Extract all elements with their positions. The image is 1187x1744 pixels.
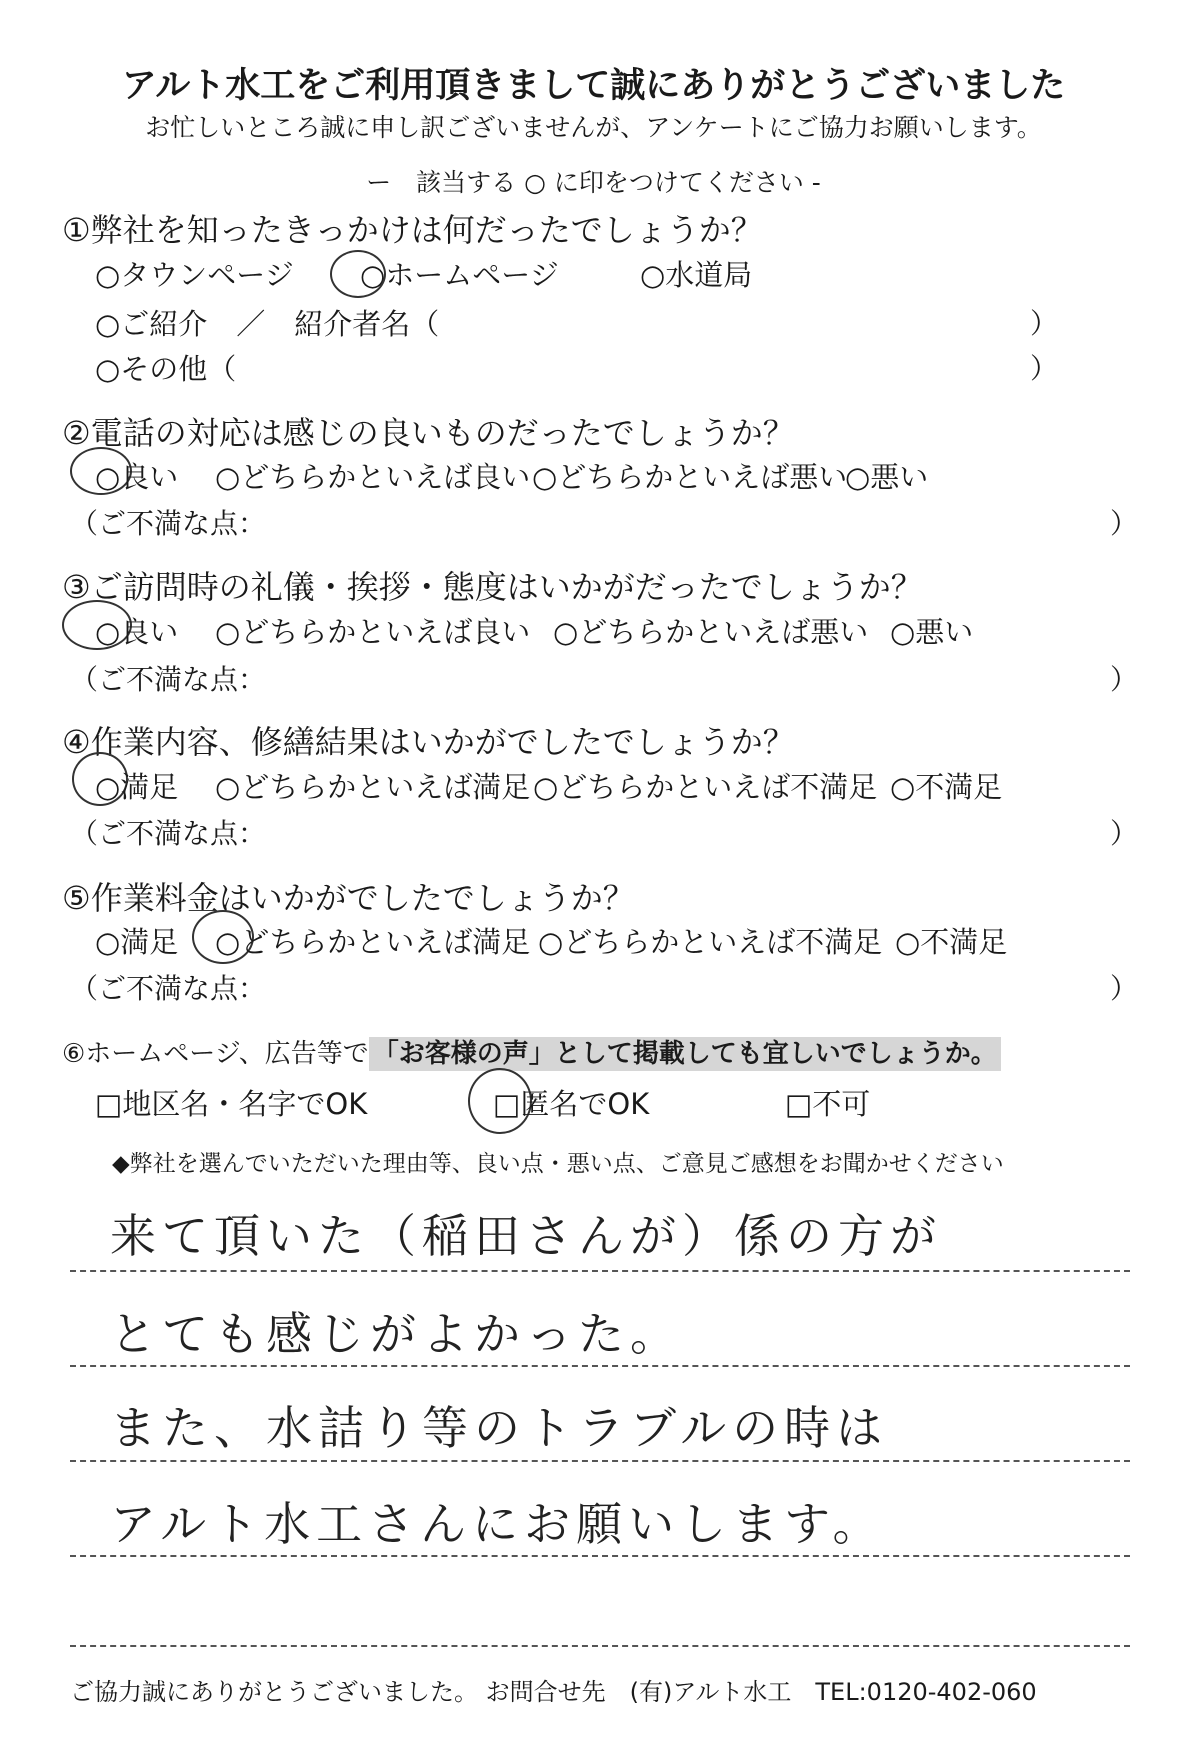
q4-question: ④作業内容、修繕結果はいかがでしたでしょうか？ bbox=[62, 723, 795, 761]
comment-line-3: また、水詰り等のトラブルの時は bbox=[110, 1401, 889, 1455]
q6-option-not-allowed[interactable]: □不可 bbox=[785, 1087, 871, 1121]
comments-prompt: ◆弊社を選んでいただいた理由等、良い点・悪い点、ご意見ご感想をお聞かせください bbox=[112, 1151, 1004, 1177]
q5-option-dissatisfied[interactable]: ○不満足 bbox=[895, 925, 1008, 959]
q5-question: ⑤作業料金はいかがでしたでしょうか？ bbox=[62, 879, 635, 917]
q1-option-homepage[interactable]: ○ホームページ bbox=[360, 258, 559, 292]
q2-complaint-close: ） bbox=[1110, 507, 1139, 540]
q2-option-somewhat-good[interactable]: ○どちらかといえば良い bbox=[215, 460, 531, 494]
q4-complaint-label: （ご不満な点： bbox=[70, 817, 267, 850]
q1-question: ①弊社を知ったきっかけは何だったでしょうか？ bbox=[62, 211, 763, 249]
q5-option-satisfied[interactable]: ○満足 bbox=[95, 925, 179, 959]
q3-option-bad[interactable]: ○悪い bbox=[890, 615, 974, 649]
instruction-text: ー 該当する ○ に印をつけてください - bbox=[366, 168, 821, 197]
q6-option-name-ok[interactable]: □地区名・名字でOK bbox=[95, 1087, 368, 1121]
q2-complaint-label: （ご不満な点： bbox=[70, 507, 267, 540]
comment-line-1: 来て頂いた（稲田さんが）係の方が bbox=[110, 1209, 942, 1263]
comment-rule-3 bbox=[70, 1460, 1130, 1462]
q2-option-somewhat-bad[interactable]: ○どちらかといえば悪い bbox=[532, 460, 848, 494]
q6-prefix: ⑥ホームページ、広告等で bbox=[62, 1039, 369, 1069]
q4-option-somewhat-satisfied[interactable]: ○どちらかといえば満足 bbox=[215, 770, 531, 804]
q1-referral-close: ） bbox=[1030, 307, 1059, 340]
q3-option-somewhat-bad[interactable]: ○どちらかといえば悪い bbox=[553, 615, 869, 649]
q5-option-somewhat-satisfied[interactable]: ○どちらかといえば満足 bbox=[215, 925, 531, 959]
footer-contact: ご協力誠にありがとうございました。 お問合せ先 (有)アルト水工 TEL:0120-402-060 bbox=[70, 1678, 1037, 1706]
q3-complaint-label: （ご不満な点： bbox=[70, 663, 267, 696]
q1-option-other[interactable]: ○その他（ bbox=[95, 352, 237, 386]
q3-question: ③ご訪問時の礼儀・挨拶・態度はいかがだったでしょうか？ bbox=[62, 568, 923, 606]
q4-complaint-close: ） bbox=[1110, 817, 1139, 850]
q2-option-good[interactable]: ○良い bbox=[95, 460, 179, 494]
q3-option-somewhat-good[interactable]: ○どちらかといえば良い bbox=[215, 615, 531, 649]
comment-line-2: とても感じがよかった。 bbox=[110, 1307, 682, 1361]
q6-question bbox=[62, 1033, 1001, 1070]
q6-option-anonymous-ok[interactable]: □匿名でOK bbox=[493, 1087, 650, 1121]
comment-line-4: アルト水工さんにお願いします。 bbox=[110, 1497, 885, 1551]
q3-complaint-close: ） bbox=[1110, 663, 1139, 696]
q1-option-townpage[interactable]: ○タウンページ bbox=[95, 258, 294, 292]
q2-question: ②電話の対応は感じの良いものだったでしょうか？ bbox=[62, 414, 795, 452]
q1-option-referral[interactable]: ○ご紹介 ／ 紹介者名（ bbox=[95, 307, 440, 341]
q4-option-dissatisfied[interactable]: ○不満足 bbox=[890, 770, 1003, 804]
q5-complaint-label: （ご不満な点： bbox=[70, 972, 267, 1005]
q3-option-good[interactable]: ○良い bbox=[95, 615, 179, 649]
q1-other-close: ） bbox=[1030, 352, 1059, 385]
q1-option-waterworks[interactable]: ○水道局 bbox=[640, 258, 753, 292]
comment-rule-2 bbox=[70, 1365, 1130, 1367]
comment-rule-4 bbox=[70, 1555, 1130, 1557]
survey-subtitle: お忙しいところ誠に申し訳ございませんが、アンケートにご協力お願いします。 bbox=[145, 113, 1042, 142]
survey-title: アルト水工をご利用頂きまして誠にありがとうございました bbox=[121, 66, 1066, 106]
q4-option-satisfied[interactable]: ○満足 bbox=[95, 770, 179, 804]
comment-rule-1 bbox=[70, 1270, 1130, 1272]
q1-selection-mark bbox=[330, 250, 386, 298]
q5-complaint-close: ） bbox=[1110, 972, 1139, 1005]
q4-option-somewhat-dissatisfied[interactable]: ○どちらかといえば不満足 bbox=[533, 770, 878, 804]
comment-rule-5 bbox=[70, 1645, 1130, 1647]
q2-option-bad[interactable]: ○悪い bbox=[845, 460, 929, 494]
q6-highlight: 「お客様の声」として掲載しても宜しいでしょうか。 bbox=[369, 1037, 1001, 1071]
q5-option-somewhat-dissatisfied[interactable]: ○どちらかといえば不満足 bbox=[538, 925, 883, 959]
